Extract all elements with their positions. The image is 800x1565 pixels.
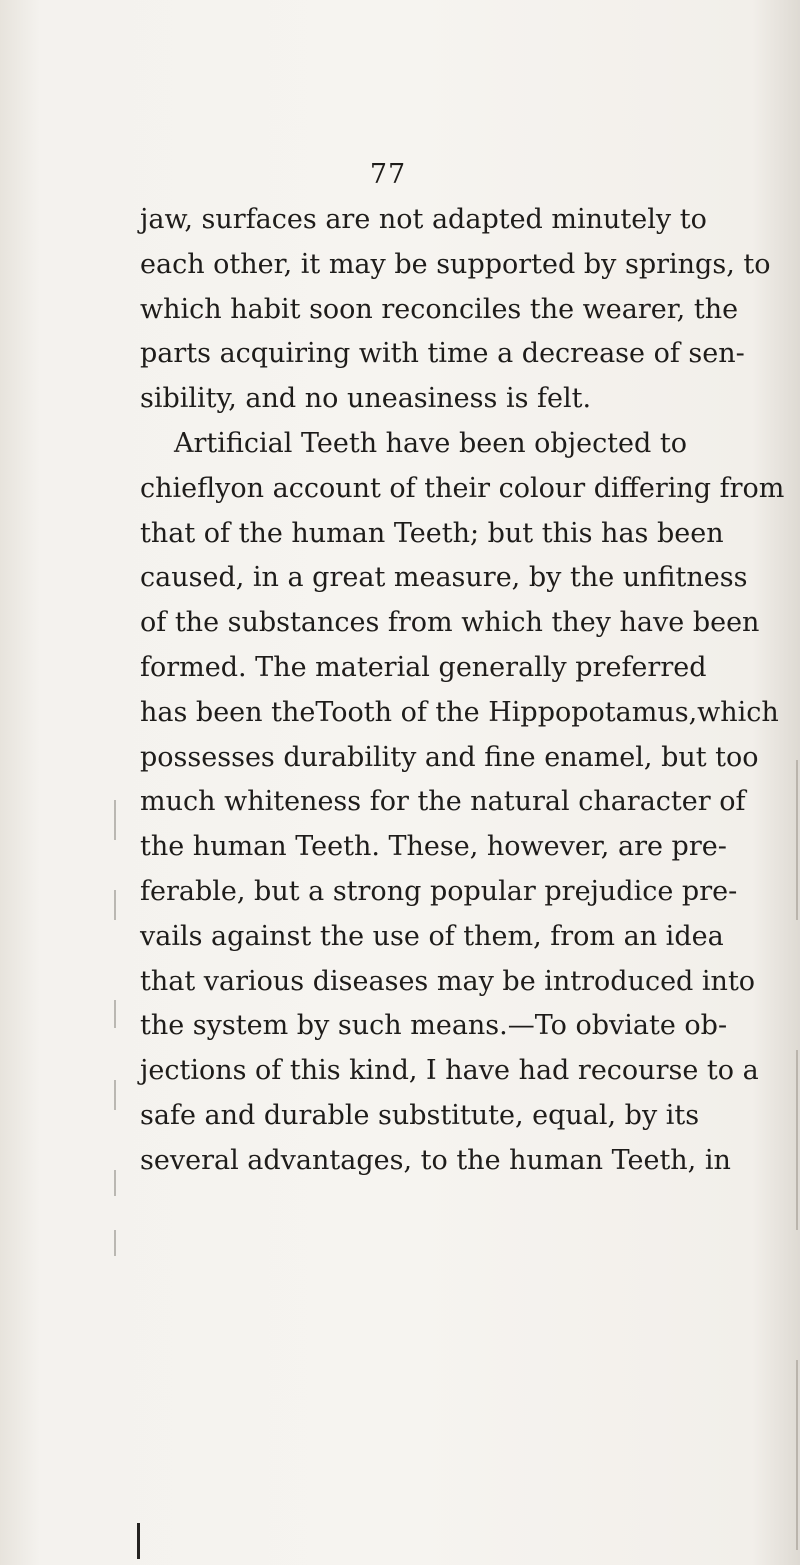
text-line: which habit soon reconciles the wearer, the <box>140 293 739 325</box>
text-line: ferable, but a strong popular prejudice pre- <box>140 875 738 907</box>
gutter-mark <box>114 1230 116 1256</box>
edge-mark <box>796 760 798 920</box>
text-line: formed. The material generally preferred <box>140 651 707 683</box>
gutter-mark <box>114 890 116 920</box>
gutter-mark <box>114 1000 116 1028</box>
text-line: of the substances from which they have been <box>140 607 760 639</box>
text-line: jections of this kind, I have had recourse to a <box>140 1055 759 1087</box>
text-line: several advantages, to the human Teeth, in <box>140 1144 731 1176</box>
gutter-mark <box>114 800 116 840</box>
text-line: has been theTooth of the Hippopotamus,which <box>140 696 779 728</box>
text-line: that various diseases may be introduced into <box>140 965 756 997</box>
text-line: caused, in a great measure, by the unfitness <box>140 562 748 594</box>
page-number: 77 <box>369 159 407 190</box>
text-line: the human Teeth. These, however, are pre- <box>140 831 727 863</box>
text-line: jaw, surfaces are not adapted minutely to <box>140 204 707 235</box>
edge-tick <box>137 1523 140 1559</box>
text-line: Artificial Teeth have been objected to <box>174 427 687 459</box>
text-line: chieflyon account of their colour differing from <box>140 472 785 504</box>
text-line: possesses durability and fine enamel, but too <box>140 741 759 773</box>
text-line: that of the human Teeth; but this has been <box>140 517 724 549</box>
text-line: the system by such means.—To obviate ob- <box>140 1010 728 1042</box>
edge-mark <box>796 1050 798 1230</box>
text-line: safe and durable substitute, equal, by its <box>140 1099 700 1131</box>
text-line: vails against the use of them, from an idea <box>140 920 724 952</box>
text-line: sibility, and no uneasiness is felt. <box>140 383 592 415</box>
edge-mark <box>796 1360 798 1550</box>
body-text <box>140 198 785 1184</box>
text-line: each other, it may be supported by springs, to <box>140 248 771 280</box>
text-line: parts acquiring with time a decrease of sen- <box>140 338 745 370</box>
gutter-mark <box>114 1080 116 1110</box>
text-line: much whiteness for the natural character of <box>140 786 746 818</box>
gutter-mark <box>114 1170 116 1196</box>
